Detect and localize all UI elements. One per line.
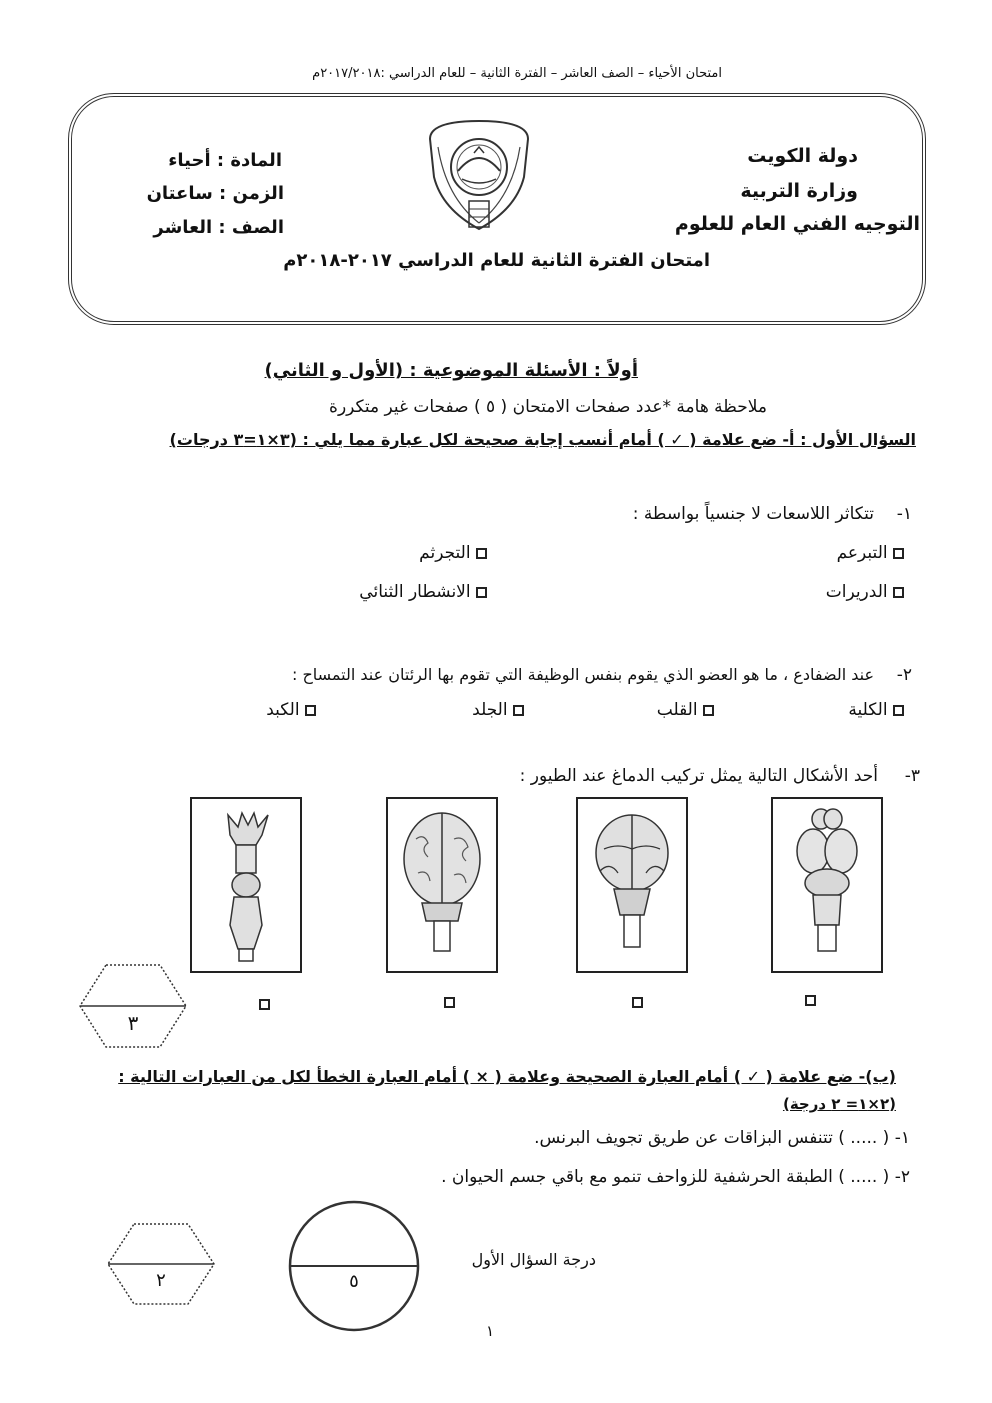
q1-item-1-number: ١-: [896, 504, 912, 524]
top-header: امتحان الأحياء – الصف العاشر – الفترة الثانية – للعام الدراسي :٢٠١٧/٢٠١٨م: [312, 66, 722, 81]
question-1-instruction: السؤال الأول : أ- ضع علامة ( ✓ ) أمام أنسب إجابة صحيحة لكل عبارة مما يلي : (٣×١=٣ درجات): [169, 430, 916, 449]
section-title: أولاً : الأسئلة الموضوعية : (الأول و الثاني): [264, 360, 638, 381]
q1-item-2-option-b[interactable]: [657, 700, 714, 720]
option-label: القلب: [656, 700, 698, 720]
score-b-value: ٢: [156, 1270, 166, 1291]
statement-1: [534, 1128, 910, 1148]
subject-label: المادة : أحياء: [168, 150, 282, 171]
option-label: الكلية: [848, 700, 888, 720]
option-label: الكبد: [266, 700, 300, 720]
answer-blank[interactable]: ( ..... ): [838, 1167, 890, 1187]
checkbox[interactable]: [476, 548, 487, 559]
option-label: الجلد: [472, 700, 508, 720]
option-label: التجرثم: [419, 543, 471, 563]
q1-item-3-number: ٣-: [904, 766, 920, 786]
statement-text: الطبقة الحرشفية للزواحف تنمو مع باقي جسم الحيوان .: [441, 1167, 833, 1187]
department-name: التوجيه الفني العام للعلوم: [674, 213, 920, 235]
total-score-value: ٥: [349, 1271, 359, 1292]
q1-item-2-option-c[interactable]: [472, 700, 524, 720]
country-name: دولة الكويت: [747, 145, 858, 167]
q1-item-3-text: أحد الأشكال التالية يمثل تركيب الدماغ عند الطيور :: [519, 766, 878, 786]
brain-figure-3-checkbox[interactable]: [632, 997, 643, 1008]
score-hexagon-b: [106, 1222, 216, 1306]
brain-figure-2: [386, 797, 498, 973]
brain-figure-4-checkbox[interactable]: [805, 995, 816, 1006]
part-b-marks: (٢×١= ٢ درجة): [782, 1095, 896, 1113]
statement-number: ١-: [894, 1128, 910, 1148]
option-label: التبرعم: [836, 543, 888, 563]
part-b-instruction: (ب)- ضع علامة ( ✓ ) أمام العبارة الصحيحة وعلامة ( × ) أمام العبارة الخطأ لكل من العبارات التالية :: [118, 1067, 896, 1086]
statement-text: تتنفس البزاقات عن طريق تجويف البرنس.: [534, 1128, 833, 1148]
checkbox[interactable]: [893, 705, 904, 716]
q1-item-2-number: ٢-: [896, 665, 912, 685]
checkbox[interactable]: [703, 705, 714, 716]
total-score-label: درجة السؤال الأول: [471, 1250, 596, 1269]
important-note: ملاحظة هامة *عدد صفحات الامتحان ( ٥ ) صفحات غير متكررة: [329, 397, 767, 417]
checkbox[interactable]: [476, 587, 487, 598]
q1-item-2-option-a[interactable]: [848, 700, 904, 720]
q1-item-1-option-a[interactable]: [837, 543, 904, 563]
option-label: الانشطار الثنائي: [359, 582, 471, 602]
statement-2: [441, 1167, 910, 1187]
exam-title: امتحان الفترة الثانية للعام الدراسي ٢٠١٧-٢٠١٨م: [283, 250, 710, 271]
statement-number: ٢-: [894, 1167, 910, 1187]
brain-figure-1-checkbox[interactable]: [259, 999, 270, 1010]
checkbox[interactable]: [305, 705, 316, 716]
checkbox[interactable]: [893, 587, 904, 598]
duration-label: الزمن : ساعتان: [146, 183, 284, 204]
q1-item-2-option-d[interactable]: [266, 700, 316, 720]
brain-figure-3: [576, 797, 688, 973]
q1-item-1-option-b[interactable]: [419, 543, 487, 563]
q1-item-2-text: عند الضفادع ، ما هو العضو الذي يقوم بنفس الوظيفة التي تقوم بها الرئتان عند التمساح :: [291, 665, 874, 684]
checkbox[interactable]: [893, 548, 904, 559]
brain-figure-4: [771, 797, 883, 973]
brain-figure-2-checkbox[interactable]: [444, 997, 455, 1008]
q1-item-1-text: تتكاثر اللاسعات لا جنسياً بواسطة :: [632, 504, 874, 524]
kuwait-emblem-icon: [416, 117, 542, 243]
q1-item-1-option-c[interactable]: [826, 582, 904, 602]
score-a-value: ٣: [127, 1011, 139, 1035]
q1-item-1-option-d[interactable]: [359, 582, 487, 602]
grade-label: الصف : العاشر: [153, 217, 284, 238]
answer-blank[interactable]: ( ..... ): [838, 1128, 890, 1148]
total-score-circle: [287, 1199, 421, 1333]
brain-figure-1: [190, 797, 302, 973]
score-hexagon-a: [78, 963, 188, 1049]
checkbox[interactable]: [513, 705, 524, 716]
option-label: الدريرات: [825, 582, 888, 602]
page-number: ١: [486, 1322, 495, 1340]
ministry-name: وزارة التربية: [740, 180, 858, 202]
